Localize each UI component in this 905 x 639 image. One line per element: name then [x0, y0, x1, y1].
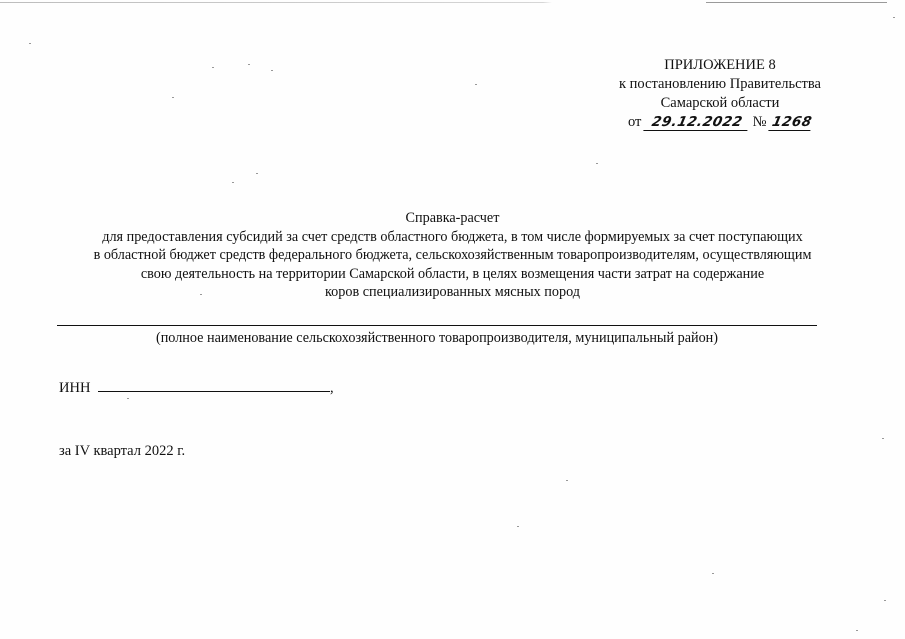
- producer-name-field-line: [57, 325, 817, 326]
- document-title-line: в областной бюджет средств федерального бюджета, сельскохозяйственным товаропроизводителям, осуществляющим: [93, 247, 812, 263]
- scan-speck: [712, 573, 714, 574]
- producer-name-caption: (полное наименование сельскохозяйственного товаропроизводителя, муниципальный район): [155, 330, 719, 346]
- from-label: от: [627, 114, 642, 130]
- document-title: Справка-расчет: [405, 210, 500, 226]
- scan-speck: [884, 600, 886, 601]
- attachment-resolution-line: к постановлению Правительства: [619, 76, 821, 92]
- inn-row: [59, 377, 334, 397]
- scan-speck: [271, 70, 273, 71]
- document-title-line: для предоставления субсидий за счет средств областного бюджета, в том числе формируемых за счет поступающих: [102, 228, 803, 245]
- scan-speck: [566, 480, 568, 481]
- scan-speck: [172, 97, 174, 98]
- scan-speck: [29, 43, 31, 44]
- number-label: №: [752, 114, 767, 130]
- scan-speck: [893, 17, 895, 18]
- attachment-title: ПРИЛОЖЕНИЕ 8: [664, 57, 776, 73]
- scan-speck: [248, 64, 250, 65]
- attachment-date-number-line: [605, 113, 835, 132]
- reporting-period: за IV квартал 2022 г.: [59, 443, 186, 459]
- attachment-header: [605, 56, 835, 132]
- handwritten-number: 1268: [768, 115, 813, 131]
- scan-speck: [856, 630, 858, 631]
- inn-comma: ,: [330, 380, 334, 396]
- scan-speck: [212, 67, 214, 68]
- scan-speck: [256, 173, 258, 174]
- document-title-block: [60, 209, 845, 302]
- scan-speck: [596, 163, 598, 164]
- scan-speck: [882, 438, 884, 439]
- scan-speck: [475, 84, 477, 85]
- scan-speck: [232, 182, 234, 183]
- scan-speck: [200, 294, 202, 295]
- attachment-region-line: Самарской области: [660, 95, 780, 111]
- document-title-line: коров специализированных мясных пород: [325, 284, 580, 300]
- scan-speck: [517, 526, 519, 527]
- handwritten-date: 29.12.2022: [643, 115, 750, 131]
- inn-field: [98, 377, 330, 392]
- document-title-line: свою деятельность на территории Самарской области, в целях возмещения части затрат на содержание: [140, 265, 765, 282]
- scan-speck: [127, 398, 129, 399]
- inn-label: ИНН: [59, 380, 91, 396]
- scan-edge-line: [0, 2, 905, 3]
